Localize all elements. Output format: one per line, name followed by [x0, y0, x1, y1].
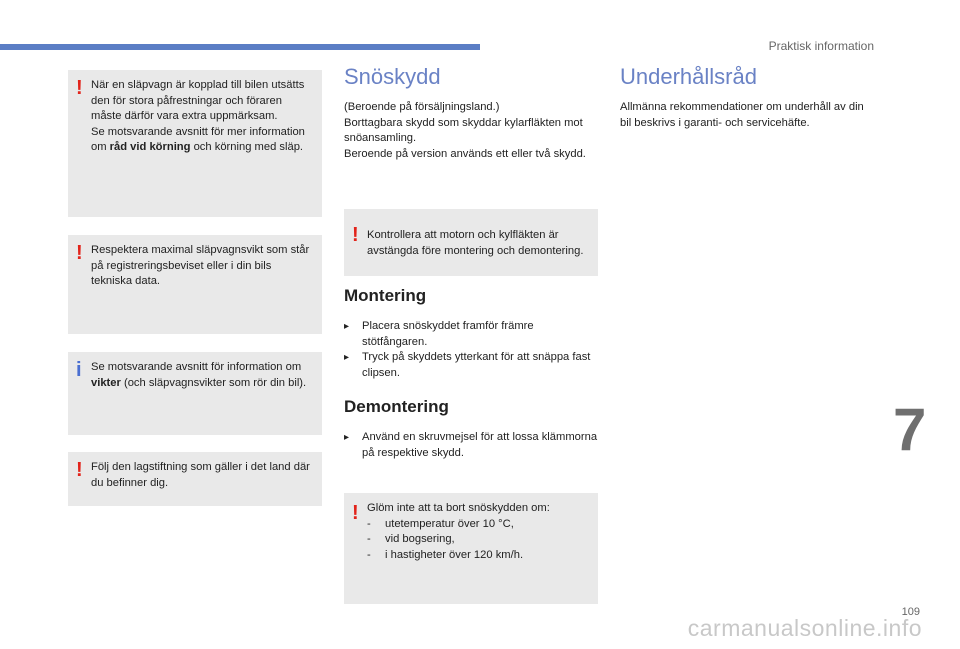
warning-box-engine-off	[344, 209, 598, 276]
warning-icon: !	[352, 502, 359, 524]
mounting-step: ▸ Placera snöskyddet framför främre stötfångaren.	[344, 320, 534, 348]
maintenance-section	[620, 64, 880, 131]
chapter-number: 7	[893, 396, 927, 463]
warning-icon: !	[76, 242, 83, 264]
warning-box-weight	[68, 235, 322, 334]
warning-box-law	[68, 452, 322, 506]
intro-line: (Beroende på försäljningsland.)	[344, 101, 500, 113]
warning-icon: !	[76, 459, 83, 481]
demounting-heading: Demontering	[344, 397, 449, 416]
reminder-item: - utetemperatur över 10 °C,	[367, 517, 514, 530]
watermark: carmanualsonline.info	[687, 615, 922, 641]
warning-icon: !	[76, 77, 83, 99]
mounting-heading: Montering	[344, 286, 427, 305]
arrow-icon: ▸	[344, 432, 350, 443]
arrow-icon: ▸	[344, 321, 350, 332]
intro-line: Borttagbara skydd som skyddar kylarfläkten mot snöansamling.	[344, 116, 583, 144]
warning-text: När en släpvagn är kopplad till bilen utsätts den för stora påfrestningar och föraren måste därför vara extra uppmärksam.	[91, 79, 305, 122]
section-title: Praktisk information	[768, 39, 874, 53]
arrow-icon: ▸	[344, 352, 350, 363]
intro-line: Beroende på version används ett eller två skydd.	[344, 147, 586, 160]
header-bar	[0, 44, 480, 50]
reminder-item: - i hastigheter över 120 km/h.	[367, 548, 524, 561]
maintenance-text: Allmänna rekommendationer om underhåll av din bil beskrivs i garanti- och servicehäfte.	[620, 101, 864, 129]
snow-guard-section	[344, 64, 598, 162]
info-text: Se motsvarande avsnitt för mer information om råd vid körning och körning med släp.	[91, 125, 305, 153]
info-text: Se motsvarande avsnitt för information om vikter (och släpvagnsvikter som rör din bil).	[91, 361, 307, 389]
warning-text: Kontrollera att motorn och kylfläkten är avstängda före montering och demontering.	[367, 229, 584, 257]
info-box-weights	[68, 352, 322, 435]
warning-icon: !	[352, 224, 359, 246]
info-icon: i	[76, 359, 82, 381]
page-number: 109	[901, 606, 920, 618]
warning-text: Respektera maximal släpvagnsvikt som står på registreringsbeviset eller i din bils tekniska data.	[91, 244, 310, 287]
mounting-section	[344, 286, 598, 381]
reminder-intro: Glöm inte att ta bort snöskydden om:	[367, 502, 550, 514]
warning-box-trailer	[68, 70, 322, 217]
reminder-item: - vid bogsering,	[367, 533, 455, 545]
mounting-step: ▸ Tryck på skyddets ytterkant för att snäppa fast clipsen.	[344, 351, 591, 379]
section-heading: Snöskydd	[344, 64, 441, 89]
demounting-step: ▸ Använd en skruvmejsel för att lossa klämmorna på respektive skydd.	[344, 431, 598, 459]
section-heading: Underhållsråd	[620, 64, 757, 89]
warning-text: Följ den lagstiftning som gäller i det land där du befinner dig.	[91, 461, 310, 489]
demounting-section	[344, 397, 598, 461]
reminder-box	[344, 493, 598, 604]
